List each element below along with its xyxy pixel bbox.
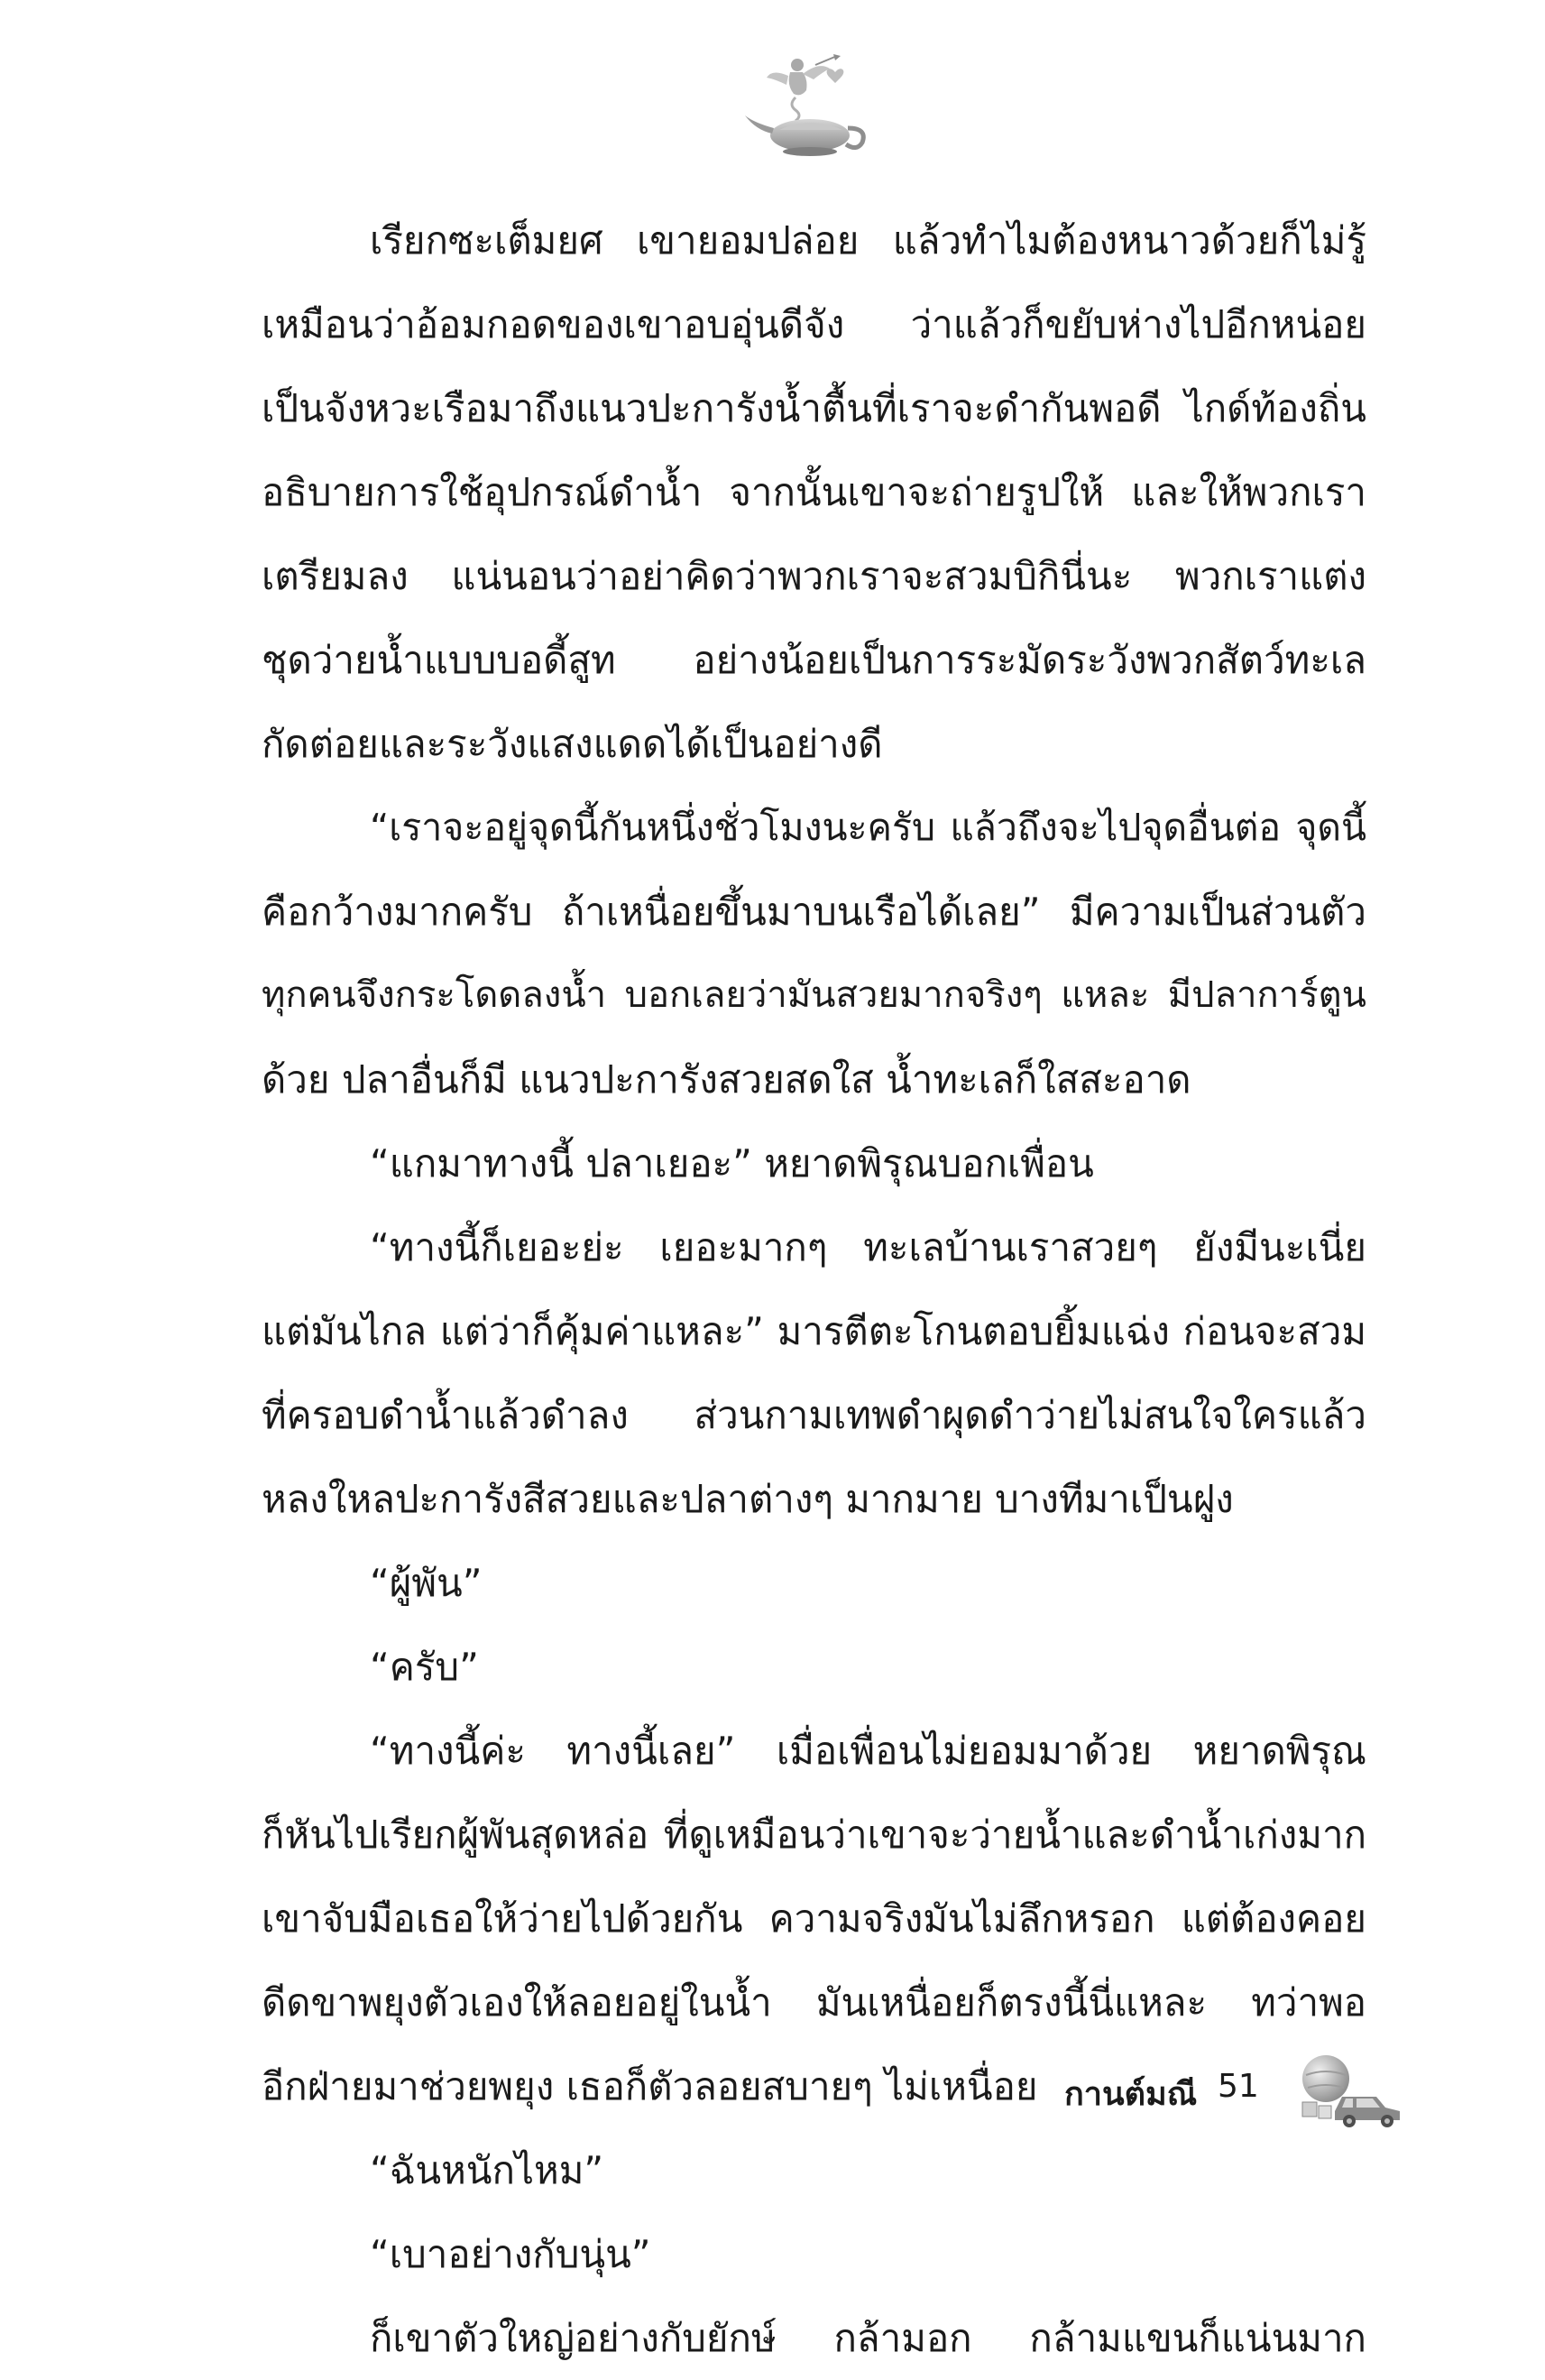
page-number: 51 (1218, 2068, 1259, 2105)
text-line: อีกฝ่ายมาช่วยพยุง เธอก็ตัวลอยสบายๆ ไม่เหนื่อย (262, 2064, 1038, 2108)
text-line: ชุดว่ายน้ำแบบบอดี้สูท อย่างน้อยเป็นการระมัดระวังพวกสัตว์ทะเล (262, 638, 1366, 682)
text-line: ดีดขาพยุงตัวเองให้ลอยอยู่ในน้ำ มันเหนื่อยก็ตรงนี้นี่แหละ ทว่าพอ (262, 1980, 1366, 2025)
text-line: ทุกคนจึงกระโดดลงน้ำ บอกเลยว่ามันสวยมากจริงๆ แหละ มีปลาการ์ตูน (262, 974, 1366, 1016)
text-line: คือกว้างมากครับ ถ้าเหนื่อยขึ้นมาบนเรือได้เลย” มีความเป็นส่วนตัว (262, 890, 1366, 934)
text-line: เตรียมลง แน่นอนว่าอย่าคิดว่าพวกเราจะสวมบิกินี่นะ พวกเราแต่ง (262, 554, 1366, 598)
text-line: เรียกซะเต็มยศ เขายอมปล่อย แล้วทำไมต้องหนาวด้วยก็ไม่รู้ (370, 218, 1366, 263)
text-line: “ฉันหนักไหม” (370, 2148, 604, 2192)
text-line: เป็นจังหวะเรือมาถึงแนวปะการังน้ำตื้นที่เราจะดำกันพอดี ไกด์ท้องถิ่น (262, 386, 1366, 430)
text-line: “เบาอย่างกับนุ่น” (370, 2232, 651, 2276)
text-line: เหมือนว่าอ้อมกอดของเขาอบอุ่นดีจัง ว่าแล้วก็ขยับห่างไปอีกหน่อย (262, 302, 1366, 346)
text-line: เขาจับมือเธอให้ว่ายไปด้วยกัน ความจริงมันไม่ลึกหรอก แต่ต้องคอย (262, 1896, 1366, 1941)
text-line: “ครับ” (370, 1645, 479, 1689)
text-line: ก็หันไปเรียกผู้พันสุดหล่อ ที่ดูเหมือนว่าเขาจะว่ายน้ำและดำน้ำเก่งมาก (262, 1813, 1366, 1857)
globe-car-ornament-icon (1290, 2048, 1407, 2129)
text-line: “ทางนี้ค่ะ ทางนี้เลย” เมื่อเพื่อนไม่ยอมมาด้วย หยาดพิรุณ (370, 1729, 1366, 1773)
text-line: ด้วย ปลาอื่นก็มี แนวปะการังสวยสดใส น้ำทะเลก็ใสสะอาด (262, 1057, 1191, 1102)
text-line: อธิบายการใช้อุปกรณ์ดำน้ำ จากนั้นเขาจะถ่ายรูปให้ และให้พวกเรา (262, 470, 1366, 514)
text-line: แต่มันไกล แต่ว่าก็คุ้มค่าแหละ” มารตีตะโกนตอบยิ้มแฉ่ง ก่อนจะสวม (262, 1309, 1366, 1353)
text-line: หลงใหลปะการังสีสวยและปลาต่างๆ มากมาย บางทีมาเป็นฝูง (262, 1477, 1234, 1521)
text-line: “ผู้พัน” (370, 1561, 483, 1605)
text-line: ก็เขาตัวใหญ่อย่างกับยักษ์ กล้ามอก กล้ามแขนก็แน่นมาก (370, 2316, 1366, 2360)
text-line: “ทางนี้ก็เยอะย่ะ เยอะมากๆ ทะเลบ้านเราสวยๆ ยังมีนะเนี่ย (370, 1225, 1366, 1269)
cupid-teapot-ornament-icon (736, 52, 880, 161)
text-line: กัดต่อยและระวังแสงแดดได้เป็นอย่างดี (262, 722, 883, 766)
book-title: กานต์มณี (1064, 2076, 1198, 2113)
text-line: “แกมาทางนี้ ปลาเยอะ” หยาดพิรุณบอกเพื่อน (370, 1141, 1094, 1185)
page-footer (1064, 2048, 1407, 2129)
text-line: ที่ครอบดำน้ำแล้วดำลง ส่วนกามเทพดำผุดดำว่ายไม่สนใจใครแล้ว (262, 1393, 1366, 1437)
text-line: “เราจะอยู่จุดนี้กันหนึ่งชั่วโมงนะครับ แล้วถึงจะไปจุดอื่นต่อ จุดนี้ (370, 806, 1366, 849)
